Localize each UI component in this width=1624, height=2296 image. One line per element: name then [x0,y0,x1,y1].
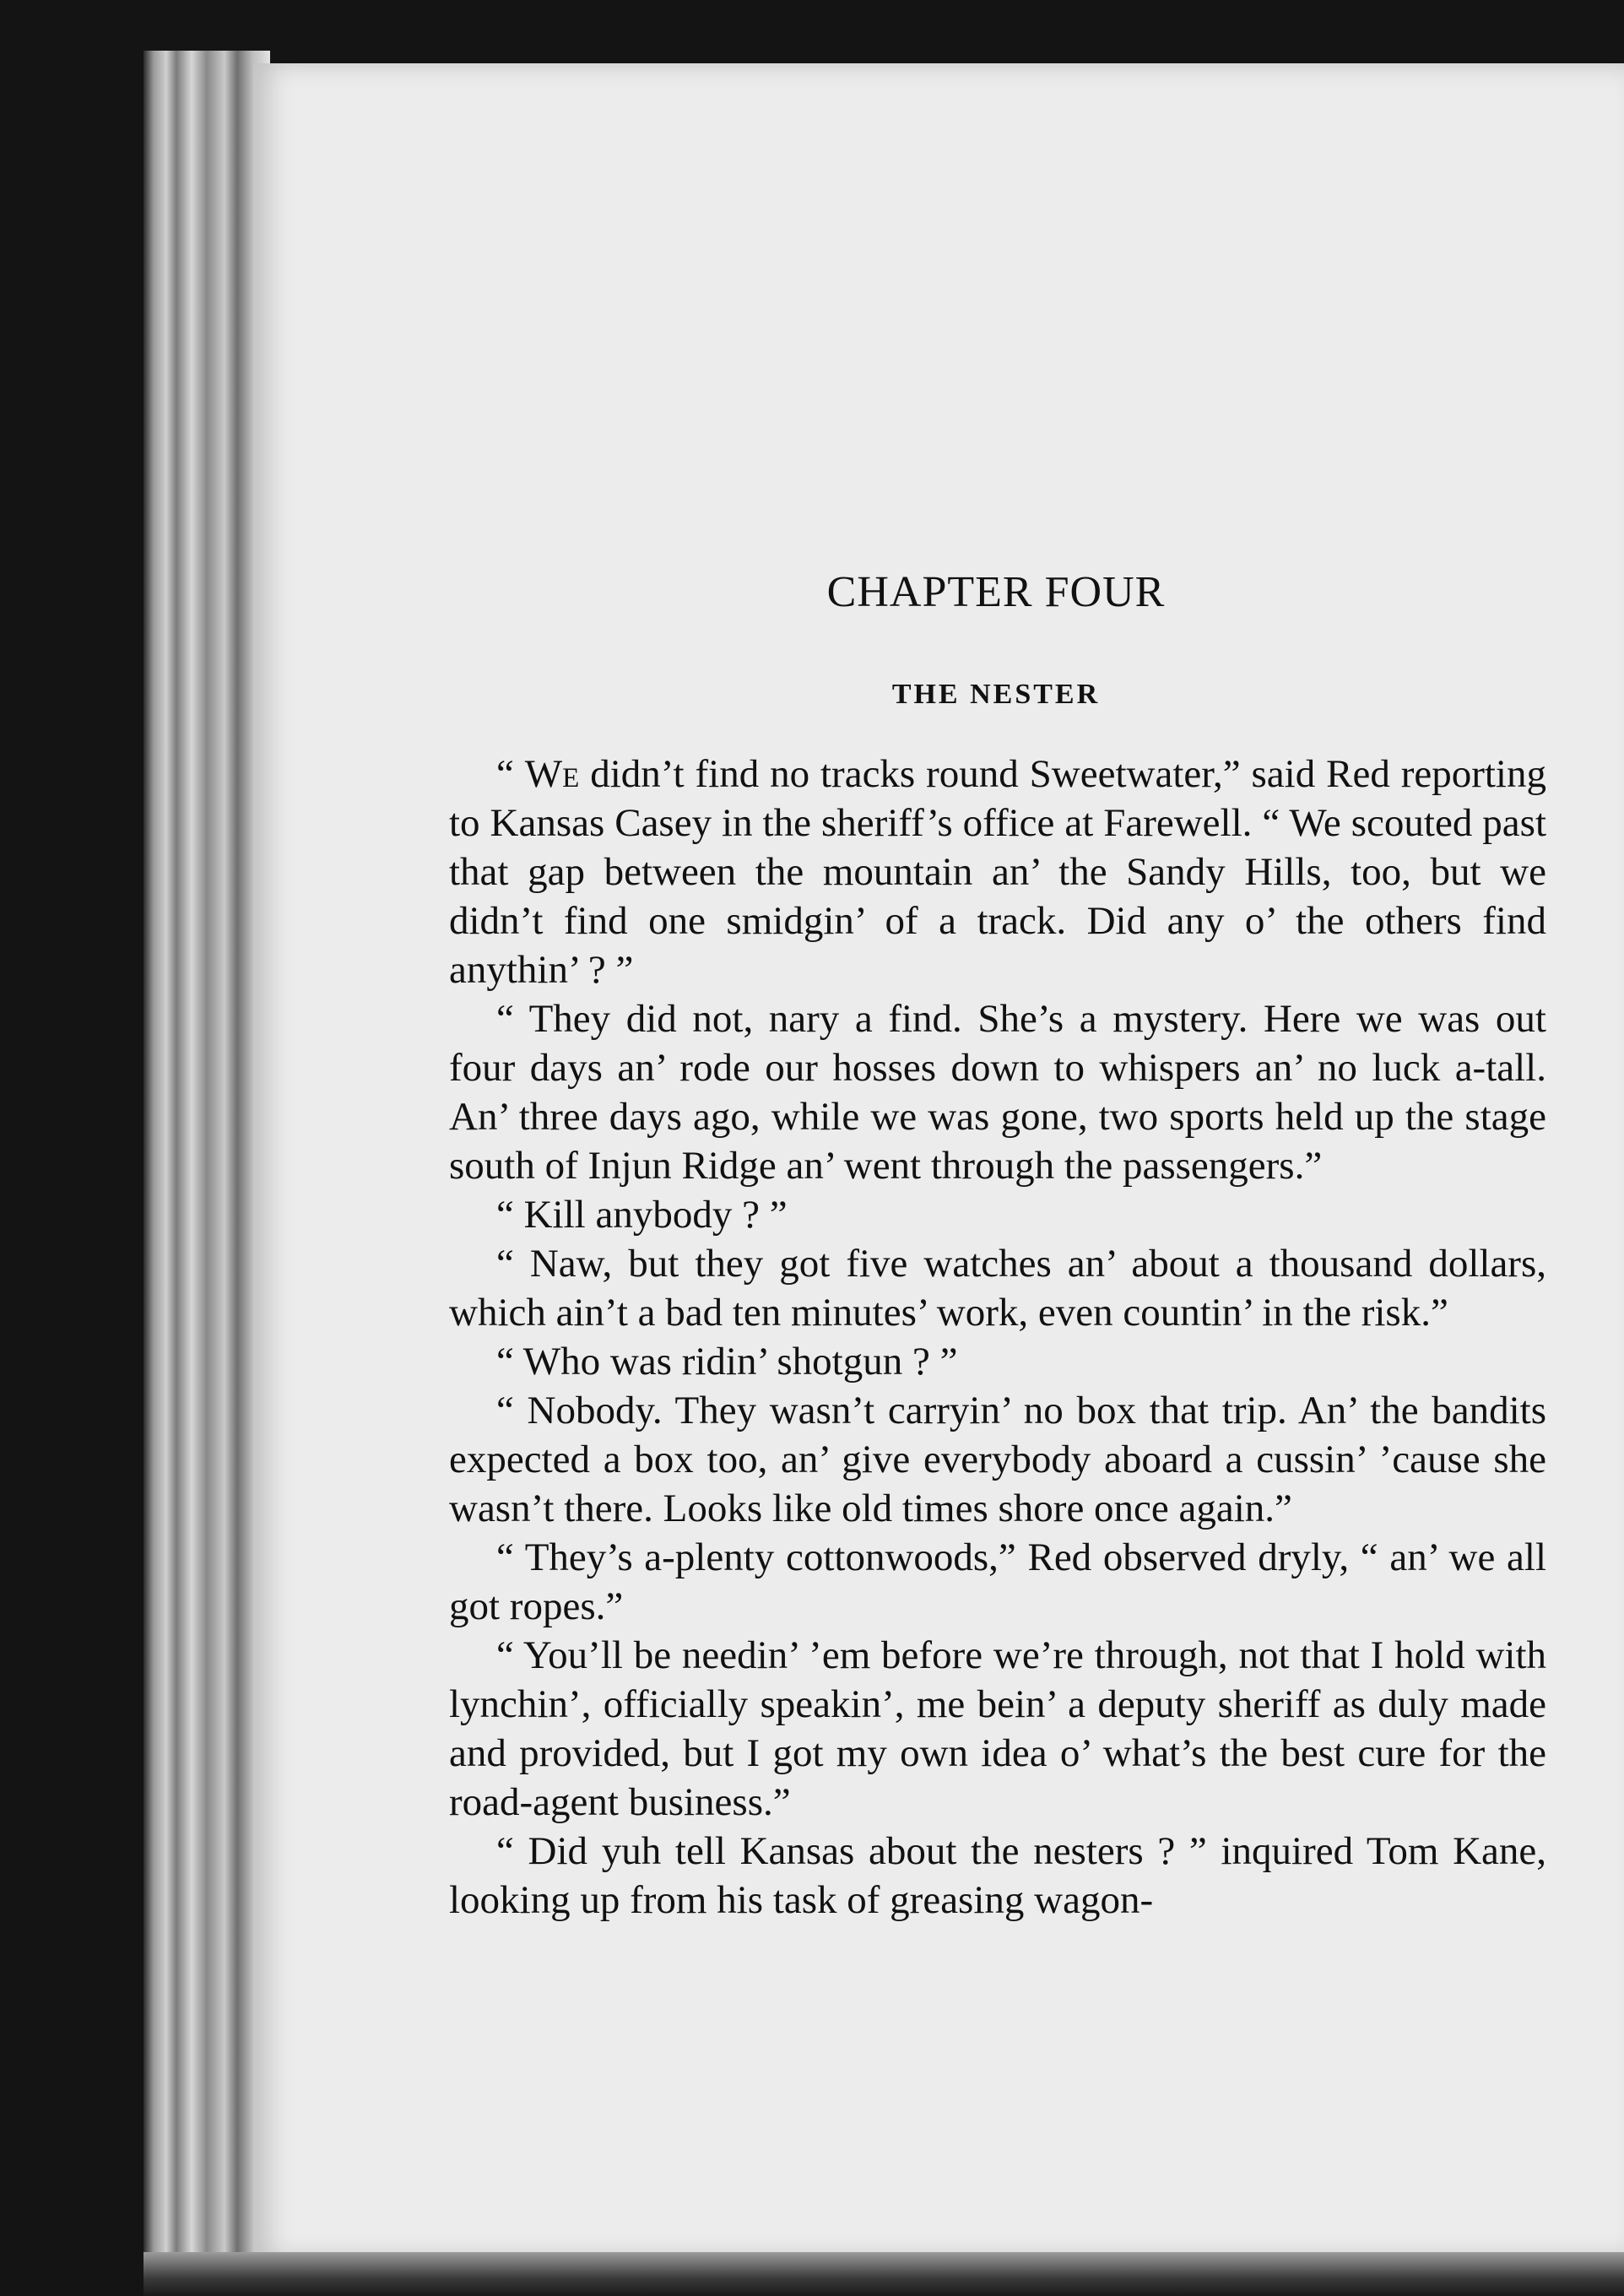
paragraph-7: “ They’s a-plenty cottonwoods,” Red observed dryly, “ an’ we all got ropes.” [449,1535,1546,1628]
chapter-body [449,750,1546,1925]
paragraph-2: “ They did not, nary a find. She’s a mystery. Here we was out four days an’ rode our hosses down to whispers an’ no luck a-tall. An’ three days ago, while we was gone, two sports held up the stage south of Injun Ridge an’ went through the passengers.” [449,997,1546,1188]
paragraph-9: “ Did yuh tell Kansas about the nesters ? ” inquired Tom Kane, looking up from his task of greasing wagon- [449,1829,1546,1922]
paragraph-8: “ You’ll be needin’ ’em before we’re through, not that I hold with lynchin’, officially speakin’, me bein’ a deputy sheriff as duly made and provided, but I got my own idea o’ what’s the best cure for the road-agent business.” [449,1633,1546,1824]
paragraph-3: “ Kill anybody ? ” [496,1193,788,1237]
chapter-subtitle: THE NESTER [891,679,1101,710]
paragraph-6: “ Nobody. They wasn’t carryin’ no box that trip. An’ the bandits expected a box too, an’ give everybody aboard a cussin’ ’cause she wasn’t there. Looks like old times shore once again.” [449,1389,1546,1530]
paragraph-5: “ Who was ridin’ shotgun ? ” [496,1340,958,1384]
book-spine [143,51,270,2262]
lead-word: We [524,752,580,796]
paragraph-text: didn’t find no tracks round Sweetwater,” said Red reporting to Kansas Casey in the sheriff’s office at Farewell. “ We scouted past that gap between the mountain an’ the Sandy Hills, too, but we didn’t find one smidgin’ of a track. Did any o’ the others find anythin’ ? ” [449,752,1546,992]
page-bottom-edge [143,2252,1624,2296]
paragraph-4: “ Naw, but they got five watches an’ about a thousand dollars, which ain’t a bad ten minutes’ work, even countin’ in the risk.” [449,1242,1546,1335]
chapter-title: CHAPTER FOUR [826,568,1166,616]
opening-quote: “ [496,752,525,796]
paragraph-1 [449,750,1546,994]
